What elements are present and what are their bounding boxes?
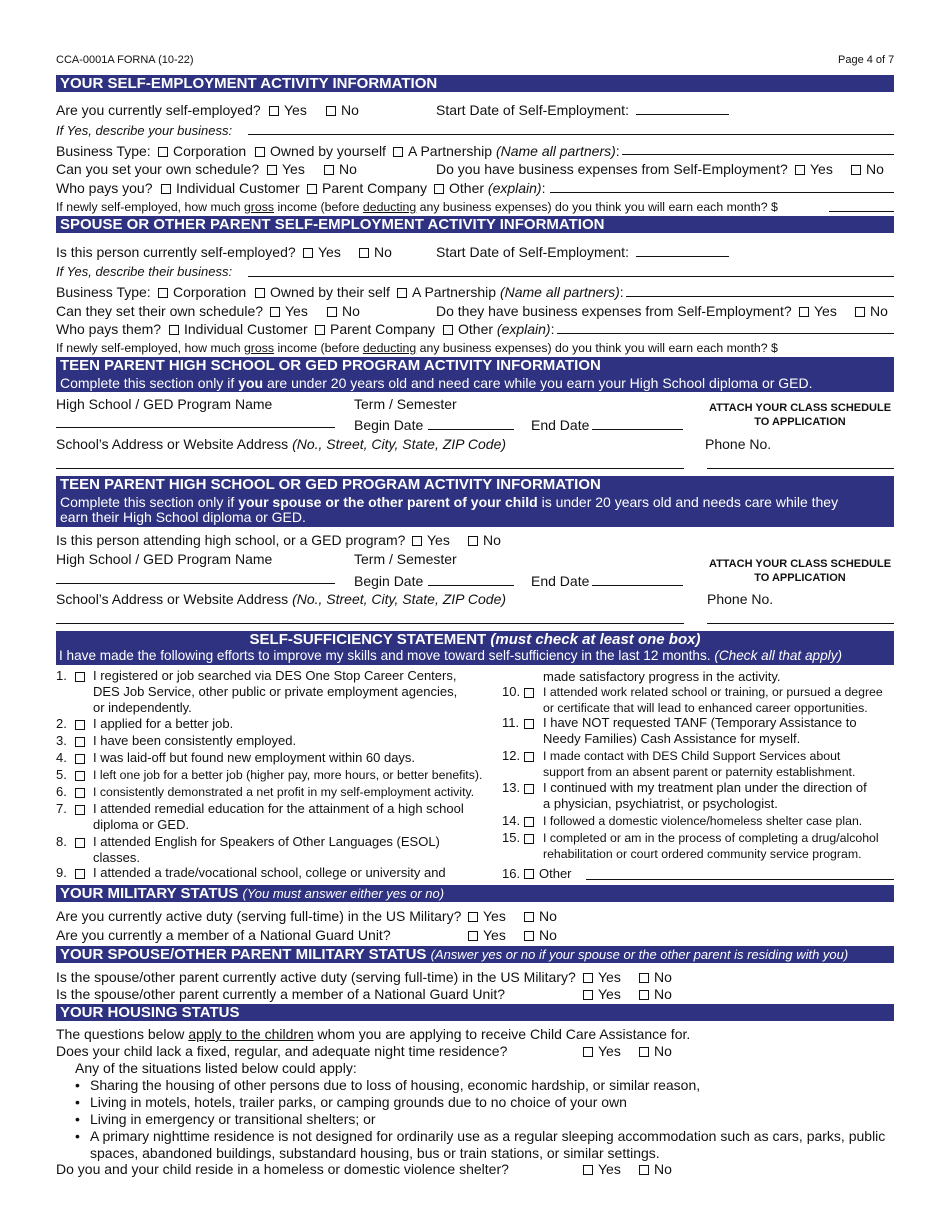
begin-date-label: Begin Date bbox=[354, 417, 424, 433]
attending-yes[interactable]: Yes bbox=[412, 532, 450, 548]
self-employed-question: Are you currently self-employed? bbox=[56, 102, 261, 118]
checkbox[interactable] bbox=[468, 536, 478, 546]
schedule-question: Can you set your own schedule? bbox=[56, 161, 260, 177]
phone-label: Phone No. bbox=[705, 436, 772, 452]
item-number: 8. bbox=[56, 834, 67, 849]
shelter-yes[interactable]: Yes bbox=[583, 1161, 621, 1177]
checkbox[interactable] bbox=[326, 106, 336, 116]
item-text: I followed a domestic violence/homeless shelter case plan. bbox=[543, 814, 863, 828]
item-number: 2. bbox=[56, 716, 67, 731]
checkbox[interactable] bbox=[393, 147, 403, 157]
checkbox[interactable] bbox=[158, 147, 168, 157]
program-name-field[interactable] bbox=[56, 427, 335, 428]
end-date-label: End Date bbox=[531, 417, 590, 433]
item-checkbox[interactable] bbox=[75, 771, 85, 781]
checkbox[interactable] bbox=[855, 307, 865, 317]
income-field[interactable] bbox=[829, 211, 894, 212]
spouse-school-address-label: School’s Address or Website Address (No., Street, City, State, ZIP Code) bbox=[56, 591, 507, 607]
item-number: 12. bbox=[502, 748, 521, 763]
spouse-program-name-label: High School / GED Program Name bbox=[56, 551, 273, 567]
residence-question: Does your child lack a fixed, regular, and adequate night time residence? bbox=[56, 1043, 508, 1059]
section-title: SPOUSE OR OTHER PARENT SELF-EMPLOYMENT ACTIVITY INFORMATION bbox=[60, 216, 605, 233]
checkbox[interactable] bbox=[412, 536, 422, 546]
expenses-yes[interactable]: Yes bbox=[795, 161, 833, 177]
begin-date-field[interactable] bbox=[428, 429, 514, 430]
item-text: or independently. bbox=[93, 700, 192, 715]
checkbox[interactable] bbox=[270, 307, 280, 317]
section-title: SELF-SUFFICIENCY STATEMENT (must check at least one box) bbox=[249, 631, 701, 648]
section-housing-header bbox=[56, 1004, 894, 1021]
who-pays-individual[interactable]: Individual Customer bbox=[161, 180, 300, 196]
item-number: 6. bbox=[56, 784, 67, 799]
who-pays-label: Who pays you? bbox=[56, 180, 153, 196]
checkbox[interactable] bbox=[161, 184, 171, 194]
item-number: 10. bbox=[502, 684, 521, 699]
spouse-schedule-question: Can they set their own schedule? bbox=[56, 303, 264, 319]
attending-question: Is this person attending high school, or a GED program? bbox=[56, 532, 406, 548]
checkbox[interactable] bbox=[315, 325, 325, 335]
item-text: diploma or GED. bbox=[93, 817, 190, 832]
phone-field[interactable] bbox=[707, 468, 894, 469]
partners-field[interactable] bbox=[622, 154, 894, 155]
item-text: a physician, psychiatrist, or psychologist. bbox=[543, 796, 778, 811]
spouse-expenses-question: Do they have business expenses from Self-Employment? bbox=[436, 303, 792, 319]
checkbox[interactable] bbox=[468, 912, 478, 922]
item-number: 9. bbox=[56, 865, 67, 880]
item-number: 14. bbox=[502, 813, 521, 828]
attach-schedule-note: ATTACH YOUR CLASS SCHEDULE TO APPLICATION bbox=[708, 402, 892, 428]
bullet-text: Sharing the housing of other persons due to loss of housing, economic hardship, or similar reason, bbox=[90, 1077, 701, 1093]
section-subtitle-line2: earn their High School diploma or GED. bbox=[60, 509, 306, 525]
section-teen-parent-header bbox=[56, 357, 894, 392]
section-subtitle: Complete this section only if you are under 20 years old and need care while you earn your High School diploma or GED. bbox=[60, 375, 813, 391]
section-title: YOUR HOUSING STATUS bbox=[60, 1004, 240, 1021]
item-text: I was laid-off but found new employment within 60 days. bbox=[93, 750, 416, 765]
item-text: I registered or job searched via DES One Stop Career Centers, bbox=[93, 668, 457, 683]
item-number: 3. bbox=[56, 733, 67, 748]
shelter-no[interactable]: No bbox=[639, 1161, 672, 1177]
attending-no[interactable]: No bbox=[468, 532, 501, 548]
spouse-phone-field[interactable] bbox=[707, 623, 894, 624]
item-16-other[interactable]: Other bbox=[524, 867, 572, 882]
who-pays-parent-company[interactable]: Parent Company bbox=[307, 180, 427, 196]
expenses-no[interactable]: No bbox=[851, 161, 884, 177]
section-spouse-military-header bbox=[56, 946, 894, 963]
who-pays-explain-field[interactable] bbox=[550, 192, 894, 193]
section-title: TEEN PARENT HIGH SCHOOL OR GED PROGRAM ACTIVITY INFORMATION bbox=[60, 357, 601, 374]
checkbox[interactable] bbox=[799, 307, 809, 317]
spouse-who-pays-label: Who pays them? bbox=[56, 321, 162, 337]
item-text: I made contact with DES Child Support Services about bbox=[543, 749, 841, 763]
item-checkbox[interactable] bbox=[75, 672, 85, 682]
housing-intro: The questions below apply to the children whom you are applying to receive Child Care Assistance for. bbox=[56, 1026, 691, 1042]
checkbox[interactable] bbox=[468, 931, 478, 941]
checkbox[interactable] bbox=[795, 165, 805, 175]
business-type-corporation[interactable]: Corporation bbox=[158, 143, 246, 159]
spouse-active-duty-question: Is the spouse/other parent currently active duty (serving full-time) in the US Military? bbox=[56, 969, 576, 985]
national-guard-question: Are you currently a member of a National Guard Unit? bbox=[56, 927, 391, 943]
item-number: 13. bbox=[502, 780, 521, 795]
section-spouse-teen-parent-header bbox=[56, 476, 894, 527]
section-title: YOUR SELF-EMPLOYMENT ACTIVITY INFORMATION bbox=[60, 75, 438, 92]
spouse-active-duty-no[interactable]: No bbox=[639, 969, 672, 985]
active-duty-yes[interactable]: Yes bbox=[468, 908, 506, 924]
item-number: 1. bbox=[56, 668, 67, 683]
checkbox[interactable] bbox=[307, 184, 317, 194]
item-text: I applied for a better job. bbox=[93, 716, 234, 731]
item-number: 5. bbox=[56, 767, 67, 782]
checkbox[interactable] bbox=[158, 288, 168, 298]
spouse-expenses-yes[interactable]: Yes bbox=[799, 303, 837, 319]
spouse-begin-date-label: Begin Date bbox=[354, 573, 424, 589]
item-checkbox[interactable] bbox=[524, 834, 534, 844]
spouse-business-type-corporation[interactable]: Corporation bbox=[158, 284, 246, 300]
spouse-who-pays-parent-company[interactable]: Parent Company bbox=[315, 321, 435, 337]
spouse-income-question: If newly self-employed, how much gross income (before deducting any business expenses) do you think you will earn each month? $ bbox=[56, 341, 778, 355]
residence-yes[interactable]: Yes bbox=[583, 1043, 621, 1059]
situations-intro: Any of the situations listed below could apply: bbox=[75, 1060, 357, 1076]
business-type-partnership[interactable]: A Partnership (Name all partners): bbox=[393, 143, 620, 159]
section-military-header bbox=[56, 885, 894, 902]
page-number: Page 4 of 7 bbox=[838, 54, 895, 66]
form-id: CCA-0001A FORNA (10-22) bbox=[56, 54, 194, 66]
income-question: If newly self-employed, how much gross income (before deducting any business expenses) do you think you will earn each month? $ bbox=[56, 200, 778, 214]
item-checkbox[interactable] bbox=[524, 784, 534, 794]
spouse-start-date-field[interactable] bbox=[636, 256, 729, 257]
schedule-no[interactable]: No bbox=[324, 161, 357, 177]
item-checkbox[interactable] bbox=[75, 720, 85, 730]
section-self-employment-header bbox=[56, 75, 894, 92]
section-spouse-self-employment-header bbox=[56, 216, 894, 233]
checkbox[interactable] bbox=[639, 1165, 649, 1175]
item-16-other-field[interactable] bbox=[586, 879, 894, 880]
item-text: or certificate that will lead to enhanced career opportunities. bbox=[543, 701, 868, 715]
spouse-national-guard-no[interactable]: No bbox=[639, 986, 672, 1002]
item-text: Needy Families) Cash Assistance for myself. bbox=[543, 731, 801, 746]
item-checkbox[interactable] bbox=[524, 752, 534, 762]
school-address-field[interactable] bbox=[56, 468, 684, 469]
item-checkbox[interactable] bbox=[524, 719, 534, 729]
spouse-begin-date-field[interactable] bbox=[428, 585, 514, 586]
bullet-icon: • bbox=[75, 1077, 80, 1093]
checkbox[interactable] bbox=[851, 165, 861, 175]
active-duty-question: Are you currently active duty (serving full-time) in the US Military? bbox=[56, 908, 462, 924]
spouse-self-employed-question: Is this person currently self-employed? bbox=[56, 244, 296, 260]
school-address-label: School’s Address or Website Address (No., Street, City, State, ZIP Code) bbox=[56, 436, 507, 452]
checkbox[interactable] bbox=[267, 165, 277, 175]
item-text: classes. bbox=[93, 850, 140, 865]
checkbox[interactable] bbox=[397, 288, 407, 298]
bullet-icon: • bbox=[75, 1094, 80, 1110]
bullet-text: A primary nighttime residence is not designed for ordinarily use as a regular sleeping accommodation such as cars, parks, public bbox=[90, 1128, 886, 1144]
describe-business-label: If Yes, describe your business: bbox=[56, 123, 233, 138]
section-title: TEEN PARENT HIGH SCHOOL OR GED PROGRAM ACTIVITY INFORMATION bbox=[60, 476, 601, 493]
spouse-start-date-label: Start Date of Self-Employment: bbox=[436, 244, 629, 260]
item-text: DES Job Service, other public or private employment agencies, bbox=[93, 684, 458, 699]
business-type-label: Business Type: bbox=[56, 143, 151, 159]
checkbox[interactable] bbox=[583, 1047, 593, 1057]
item-checkbox[interactable] bbox=[75, 838, 85, 848]
spouse-who-pays-individual[interactable]: Individual Customer bbox=[169, 321, 308, 337]
spouse-schedule-yes[interactable]: Yes bbox=[270, 303, 308, 319]
item-number: 11. bbox=[502, 715, 520, 730]
section-subtitle: Complete this section only if your spouse or the other parent of your child is under 20 years old and needs care while they bbox=[60, 494, 839, 510]
spouse-active-duty-yes[interactable]: Yes bbox=[583, 969, 621, 985]
end-date-field[interactable] bbox=[592, 429, 683, 430]
item-text: rehabilitation or court ordered community service program. bbox=[543, 847, 862, 861]
program-name-label: High School / GED Program Name bbox=[56, 396, 273, 412]
checkbox[interactable] bbox=[583, 1165, 593, 1175]
residence-no[interactable]: No bbox=[639, 1043, 672, 1059]
item-number: 4. bbox=[56, 750, 67, 765]
spouse-schedule-no[interactable]: No bbox=[327, 303, 360, 319]
spouse-school-address-field[interactable] bbox=[56, 623, 684, 624]
start-date-field[interactable] bbox=[636, 114, 729, 115]
spouse-expenses-no[interactable]: No bbox=[855, 303, 888, 319]
item-text: I completed or am in the process of completing a drug/alcohol bbox=[543, 831, 879, 845]
item-checkbox[interactable] bbox=[75, 869, 85, 879]
term-label: Term / Semester bbox=[354, 396, 457, 412]
national-guard-no[interactable]: No bbox=[524, 927, 557, 943]
spouse-national-guard-question: Is the spouse/other parent currently a member of a National Guard Unit? bbox=[56, 986, 506, 1002]
spouse-business-type-partnership[interactable]: A Partnership (Name all partners): bbox=[397, 284, 624, 300]
spouse-phone-label: Phone No. bbox=[707, 591, 774, 607]
spouse-describe-label: If Yes, describe their business: bbox=[56, 264, 233, 279]
checkbox[interactable] bbox=[639, 973, 649, 983]
checkbox[interactable] bbox=[583, 990, 593, 1000]
bullet-text: Living in emergency or transitional shelters; or bbox=[90, 1111, 376, 1127]
item-text: I left one job for a better job (higher pay, more hours, or better benefits). bbox=[93, 768, 483, 782]
item-text: I consistently demonstrated a net profit in my self-employment activity. bbox=[93, 785, 475, 799]
start-date-label: Start Date of Self-Employment: bbox=[436, 102, 629, 118]
checkbox[interactable] bbox=[359, 248, 369, 258]
checkbox[interactable] bbox=[639, 990, 649, 1000]
item-text: I attended English for Speakers of Other Languages (ESOL) bbox=[93, 834, 440, 849]
checkbox[interactable] bbox=[303, 248, 313, 258]
item-number: 15. bbox=[502, 830, 521, 845]
checkbox[interactable] bbox=[169, 325, 179, 335]
checkbox[interactable] bbox=[269, 106, 279, 116]
expenses-question: Do you have business expenses from Self-Employment? bbox=[436, 161, 788, 177]
bullet-icon: • bbox=[75, 1128, 80, 1144]
spouse-who-pays-other[interactable]: Other (explain): bbox=[443, 321, 555, 337]
spouse-describe-field[interactable] bbox=[248, 276, 894, 277]
checkbox[interactable] bbox=[324, 165, 334, 175]
spouse-program-name-field[interactable] bbox=[56, 583, 335, 584]
item-text: I attended a trade/vocational school, college or university and bbox=[93, 865, 446, 880]
checkbox[interactable] bbox=[524, 931, 534, 941]
item-16-number: 16. bbox=[502, 866, 521, 881]
item-number: 7. bbox=[56, 801, 67, 816]
bullet-text: Living in motels, hotels, trailer parks, or camping grounds due to no choice of your own bbox=[90, 1094, 627, 1110]
spouse-term-label: Term / Semester bbox=[354, 551, 457, 567]
section-self-sufficiency-header bbox=[56, 631, 894, 665]
section-title: YOUR MILITARY STATUS (You must answer either yes or no) bbox=[60, 885, 445, 902]
item-text: I have NOT requested TANF (Temporary Assistance to bbox=[543, 715, 857, 730]
item-text: I continued with my treatment plan under the direction of bbox=[543, 780, 867, 795]
item-checkbox[interactable] bbox=[75, 805, 85, 815]
self-employed-no[interactable]: No bbox=[326, 102, 359, 118]
self-employed-yes[interactable]: Yes bbox=[269, 102, 307, 118]
item-9-continuation: made satisfactory progress in the activity. bbox=[543, 669, 781, 684]
spouse-self-employed-yes[interactable]: Yes bbox=[303, 244, 341, 260]
checkbox[interactable] bbox=[524, 869, 534, 879]
spouse-national-guard-yes[interactable]: Yes bbox=[583, 986, 621, 1002]
item-checkbox[interactable] bbox=[75, 754, 85, 764]
business-type-owned[interactable]: Owned by yourself bbox=[255, 143, 386, 159]
describe-business-field[interactable] bbox=[248, 134, 894, 135]
spouse-self-employed-no[interactable]: No bbox=[359, 244, 392, 260]
item-checkbox[interactable] bbox=[524, 688, 534, 698]
spouse-partners-field[interactable] bbox=[626, 296, 894, 297]
checkbox[interactable] bbox=[443, 325, 453, 335]
checkbox[interactable] bbox=[327, 307, 337, 317]
item-checkbox[interactable] bbox=[524, 817, 534, 827]
spouse-who-pays-explain-field[interactable] bbox=[557, 333, 894, 334]
checkbox[interactable] bbox=[639, 1047, 649, 1057]
checkbox[interactable] bbox=[255, 147, 265, 157]
item-text: I attended remedial education for the attainment of a high school bbox=[93, 801, 464, 816]
active-duty-no[interactable]: No bbox=[524, 908, 557, 924]
spouse-business-type-owned[interactable]: Owned by their self bbox=[255, 284, 390, 300]
spouse-attach-schedule-note: ATTACH YOUR CLASS SCHEDULE TO APPLICATION bbox=[708, 558, 892, 584]
checkbox[interactable] bbox=[524, 912, 534, 922]
section-subtitle: I have made the following efforts to improve my skills and move toward self-sufficiency in the last 12 months. (Check all that apply) bbox=[59, 648, 843, 663]
national-guard-yes[interactable]: Yes bbox=[468, 927, 506, 943]
schedule-yes[interactable]: Yes bbox=[267, 161, 305, 177]
checkbox[interactable] bbox=[583, 973, 593, 983]
item-text: support from an absent parent or paternity establishment. bbox=[543, 765, 856, 779]
item-text: I attended work related school or training, or pursued a degree bbox=[543, 685, 883, 699]
spouse-end-date-label: End Date bbox=[531, 573, 590, 589]
bullet-icon: • bbox=[75, 1111, 80, 1127]
checkbox[interactable] bbox=[255, 288, 265, 298]
checkbox[interactable] bbox=[434, 184, 444, 194]
spouse-business-type-label: Business Type: bbox=[56, 284, 151, 300]
spouse-end-date-field[interactable] bbox=[592, 585, 683, 586]
item-checkbox[interactable] bbox=[75, 737, 85, 747]
who-pays-other[interactable]: Other (explain): bbox=[434, 180, 546, 196]
shelter-question: Do you and your child reside in a homeless or domestic violence shelter? bbox=[56, 1161, 509, 1177]
item-checkbox[interactable] bbox=[75, 788, 85, 798]
section-title: YOUR SPOUSE/OTHER PARENT MILITARY STATUS (Answer yes or no if your spouse or the other parent is residing with you) bbox=[60, 946, 849, 963]
item-text: I have been consistently employed. bbox=[93, 733, 297, 748]
bullet-text: spaces, abandoned buildings, substandard housing, bus or train stations, or similar settings. bbox=[90, 1145, 660, 1161]
